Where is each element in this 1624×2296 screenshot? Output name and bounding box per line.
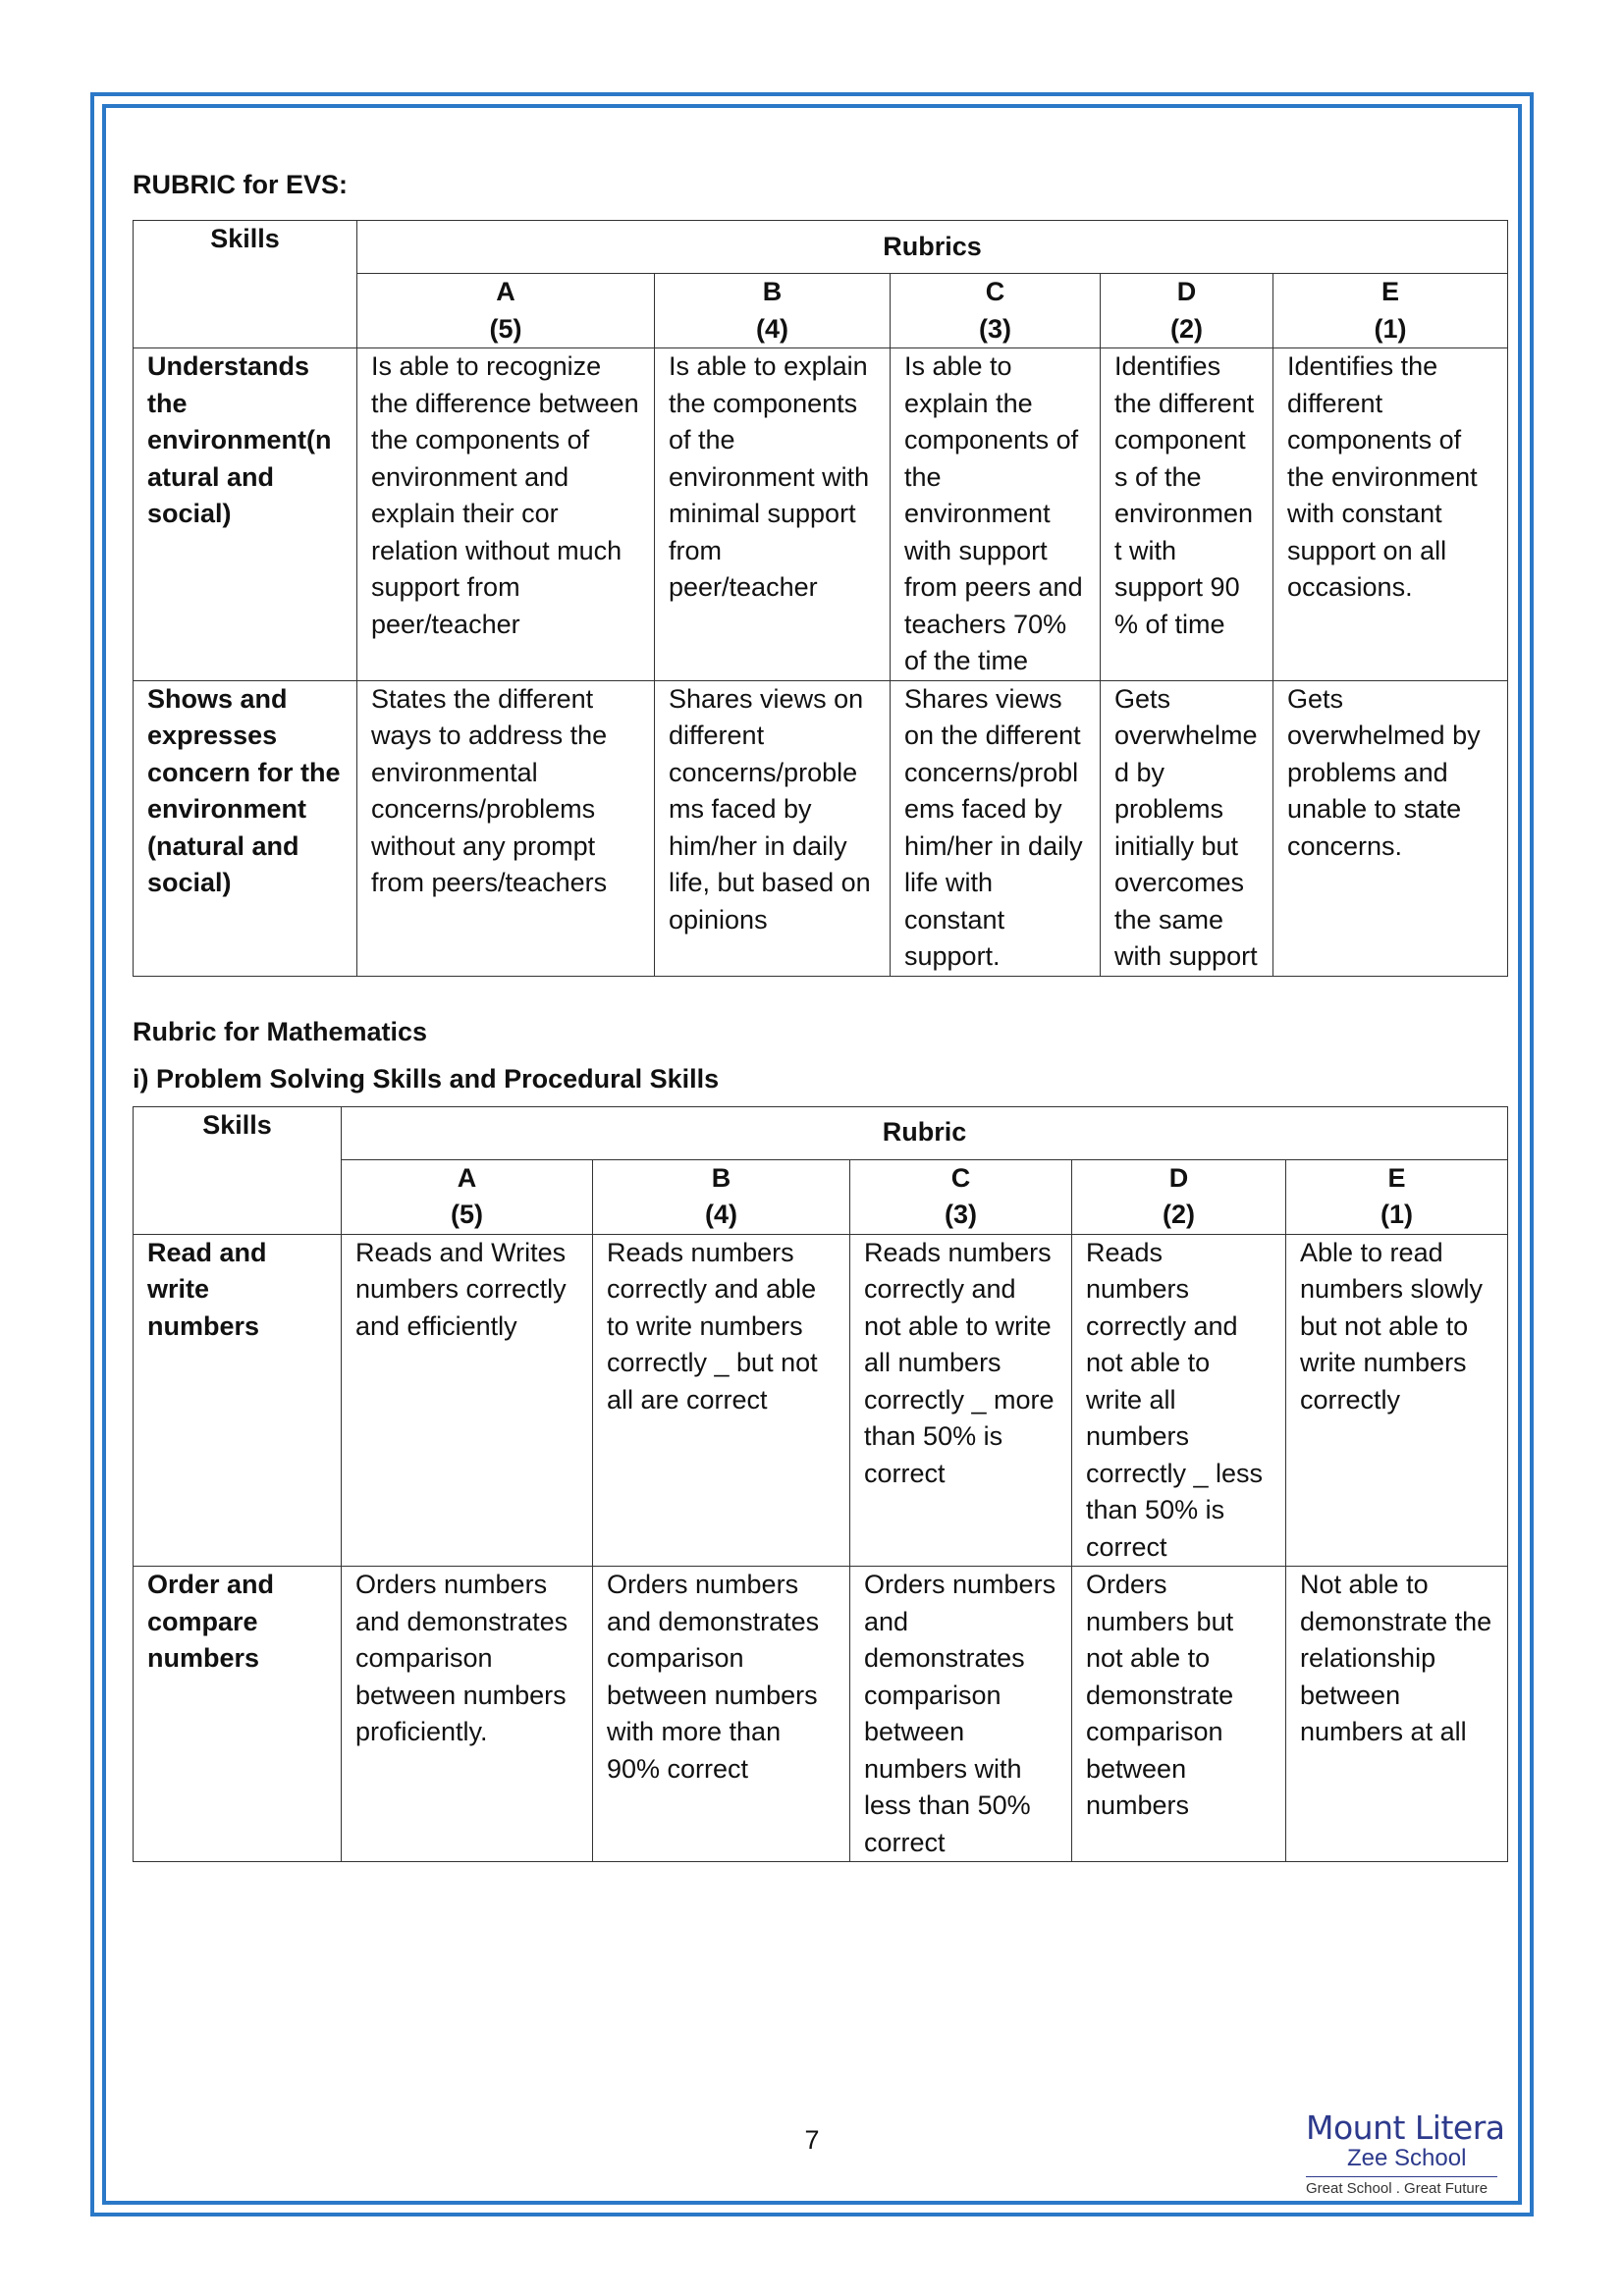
rubric-cell: Is able to explain the components of the environment with support from peers and teachers 70% of the time <box>891 348 1101 681</box>
math-header-row <box>134 1106 1508 1159</box>
rubric-cell: Reads numbers correctly and not able to write all numbers correctly _ less than 50% is correct <box>1072 1234 1286 1567</box>
evs-grade-b: B (4) <box>655 274 891 348</box>
math-rubric-table <box>133 1106 1508 1863</box>
rubric-cell: Able to read numbers slowly but not able to write numbers correctly <box>1286 1234 1508 1567</box>
rubric-cell: Orders numbers and demonstrates comparison between numbers with more than 90% correct <box>593 1567 850 1862</box>
rubric-cell: Is able to recognize the difference between the components of environment and explain their cor relation without much support from peer/teacher <box>357 348 655 681</box>
school-logo <box>1306 2109 1505 2197</box>
rubric-cell: Gets overwhelmed by problems initially but overcomes the same with support <box>1101 680 1273 976</box>
evs-rubric-table <box>133 220 1508 977</box>
evs-grade-d: D (2) <box>1101 274 1273 348</box>
evs-heading: RUBRIC for EVS: <box>133 170 349 199</box>
evs-grade-c: C (3) <box>891 274 1101 348</box>
logo-tagline: Great School . Great Future <box>1306 2180 1489 2197</box>
rubric-cell: Shares views on different concerns/problems faced by him/her in daily life, but based on opinions <box>655 680 891 976</box>
skill-cell: Order and compare numbers <box>134 1567 342 1862</box>
rubric-cell: Orders numbers and demonstrates comparison between numbers proficiently. <box>342 1567 593 1862</box>
rubric-cell: Orders numbers and demonstrates comparison between numbers with less than 50% correct <box>850 1567 1072 1862</box>
page-number: 7 <box>804 2125 820 2155</box>
evs-grade-a: A (5) <box>357 274 655 348</box>
rubric-cell: Reads numbers correctly and able to write numbers correctly _ but not all are correct <box>593 1234 850 1567</box>
rubric-cell: Gets overwhelmed by problems and unable to state concerns. <box>1273 680 1508 976</box>
skill-cell: Shows and expresses concern for the environment (natural and social) <box>134 680 357 976</box>
rubric-cell: States the different ways to address the environmental concerns/problems without any prompt from peers/teachers <box>357 680 655 976</box>
rubric-cell: Reads numbers correctly and not able to write all numbers correctly _ more than 50% is correct <box>850 1234 1072 1567</box>
page-content <box>133 167 1507 1862</box>
logo-rule <box>1306 2176 1497 2177</box>
skill-cell: Read and write numbers <box>134 1234 342 1567</box>
logo-line2: Zee School <box>1347 2145 1467 2171</box>
math-grade-e: E (1) <box>1286 1159 1508 1234</box>
math-rubric-header: Rubric <box>342 1106 1508 1159</box>
evs-rubrics-header: Rubrics <box>357 221 1508 274</box>
rubric-cell: Identifies the different components of the environment with constant support on all occasions. <box>1273 348 1508 681</box>
math-heading: Rubric for Mathematics <box>133 1016 428 1046</box>
math-grade-b: B (4) <box>593 1159 850 1234</box>
table-row <box>134 1234 1508 1567</box>
rubric-cell: Not able to demonstrate the relationship between numbers at all <box>1286 1567 1508 1862</box>
evs-header-row <box>134 221 1508 274</box>
skill-cell: Understands the environment(natural and social) <box>134 348 357 681</box>
math-skills-header: Skills <box>134 1106 342 1234</box>
rubric-cell: Identifies the different components of the environment with support 90 % of time <box>1101 348 1273 681</box>
rubric-cell: Reads and Writes numbers correctly and efficiently <box>342 1234 593 1567</box>
rubric-cell: Orders numbers but not able to demonstrate comparison between numbers <box>1072 1567 1286 1862</box>
math-subheading: i) Problem Solving Skills and Procedural Skills <box>133 1063 720 1094</box>
rubric-cell: Is able to explain the components of the environment with minimal support from peer/teacher <box>655 348 891 681</box>
table-row <box>134 680 1508 976</box>
math-grade-d: D (2) <box>1072 1159 1286 1234</box>
math-grade-c: C (3) <box>850 1159 1072 1234</box>
logo-line1: Mount Litera <box>1306 2109 1505 2147</box>
rubric-cell: Shares views on the different concerns/problems faced by him/her in daily life with constant support. <box>891 680 1101 976</box>
evs-skills-header: Skills <box>134 221 357 348</box>
evs-grade-e: E (1) <box>1273 274 1508 348</box>
table-row <box>134 1567 1508 1862</box>
table-row <box>134 348 1508 681</box>
math-grade-a: A (5) <box>342 1159 593 1234</box>
